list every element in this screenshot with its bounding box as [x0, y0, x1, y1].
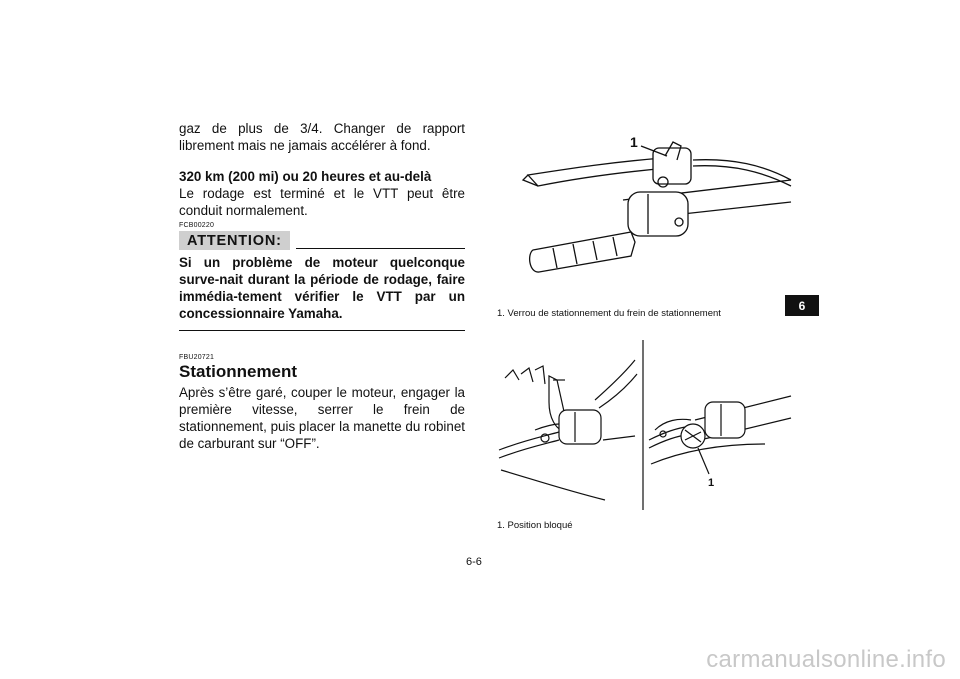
fig2-caption: 1. Position bloqué [497, 520, 573, 531]
fig2-callout: 1 [708, 477, 715, 489]
attention-divider [296, 248, 465, 249]
chapter-tab: 6 [785, 295, 819, 316]
intro-paragraph: gaz de plus de 3/4. Changer de rapport librement mais ne jamais accélérer à fond. [179, 121, 465, 153]
attention-end-rule [179, 330, 465, 331]
attention-header [179, 231, 465, 250]
body-paragraph: Le rodage est terminé et le VTT peut être conduit normalement. [179, 186, 465, 218]
handlebar-brake-illustration [493, 120, 793, 300]
fig1-callout: 1 [630, 134, 638, 150]
parking-lock-illustration [495, 340, 793, 512]
subheading: 320 km (200 mi) ou 20 heures et au-delà [179, 169, 432, 184]
left-column [179, 120, 465, 452]
page-number: 6-6 [466, 556, 482, 568]
attention-code: FCB00220 [179, 222, 215, 229]
section-body: Après s’être garé, couper le moteur, engager la première vitesse, serrer le frein de stationnement, puis placer la manette du robinet de carburant sur “OFF”. [179, 385, 465, 451]
fig1-caption: 1. Verrou de stationnement du frein de stationnement [497, 308, 721, 319]
watermark: carmanualsonline.info [706, 646, 946, 673]
section-title: Stationnement [179, 362, 298, 381]
attention-text: Si un problème de moteur quelconque surve-nait durant la période de rodage, faire immédia-tement vérifier le VTT par un concessionnaire Yamaha. [179, 255, 465, 321]
section-code: FBU20721 [179, 354, 215, 361]
attention-label: ATTENTION: [179, 231, 290, 250]
